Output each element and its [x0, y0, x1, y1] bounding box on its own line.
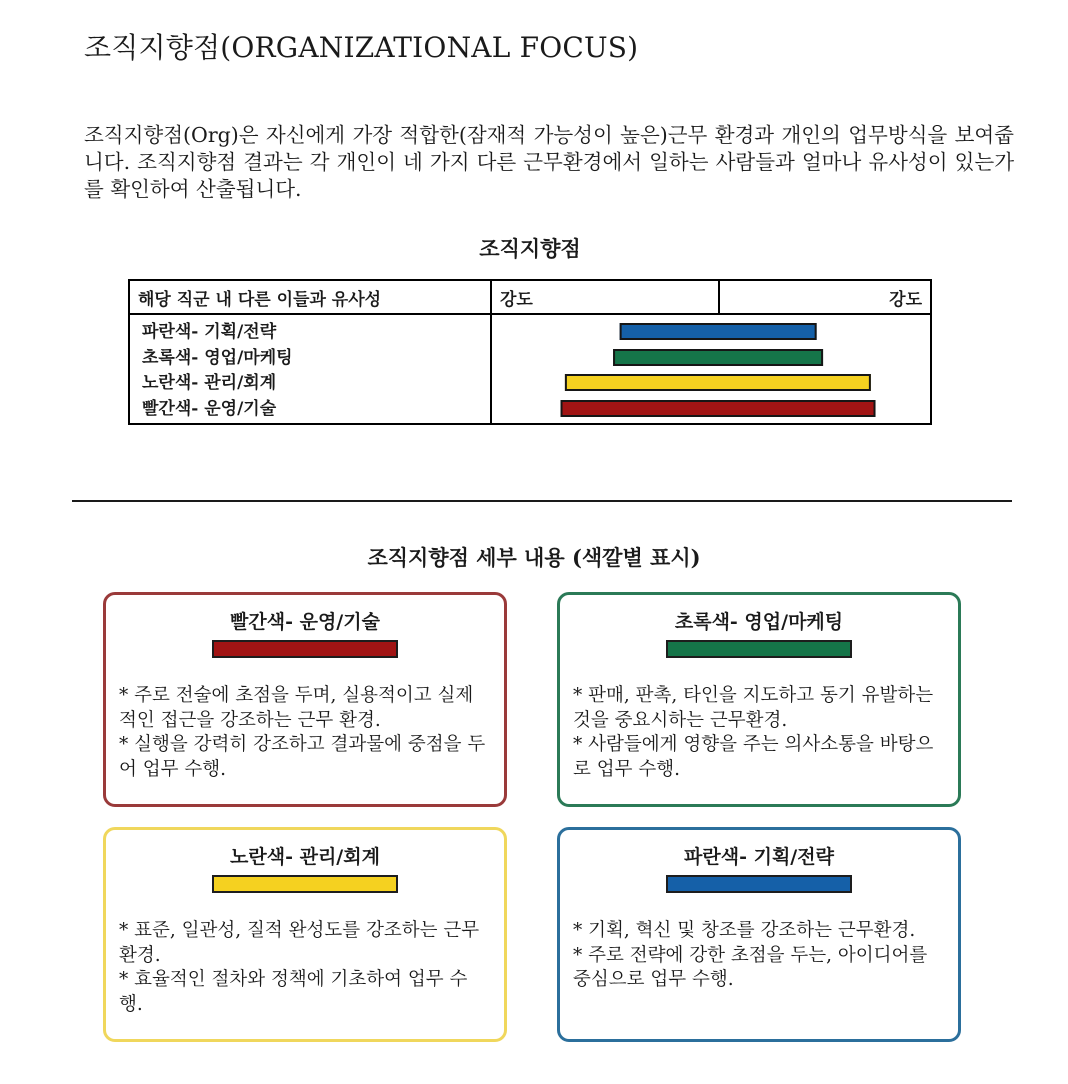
card-blue-planning — [557, 827, 961, 1042]
card-bullet: * 표준, 일관성, 질적 완성도를 강조하는 근무환경. — [119, 920, 480, 966]
card-bullet: * 효율적인 절차와 정책에 기초하여 업무 수행. — [119, 969, 468, 1015]
bar-chart-area — [492, 315, 930, 423]
card-bullet: * 주로 전술에 초점을 두며, 실용적이고 실제적인 접근을 강조하는 근무 환경. — [119, 685, 474, 731]
card-bullet: * 실행을 강력히 강조하고 결과물에 중점을 두어 업무 수행. — [119, 734, 486, 780]
detail-cards-grid — [103, 592, 1068, 1042]
card-body — [119, 919, 491, 1017]
card-bullet: * 판매, 판촉, 타인을 지도하고 동기 유발하는 것을 중요시하는 근무환경. — [573, 685, 934, 731]
strength-bar-green — [613, 349, 823, 366]
strength-bar-yellow — [565, 374, 871, 391]
card-body — [119, 684, 491, 782]
card-title: 파란색- 기획/전략 — [684, 846, 834, 868]
card-color-swatch — [212, 875, 398, 893]
card-bullet: * 사람들에게 영향을 주는 의사소통을 바탕으로 업무 수행. — [573, 734, 934, 780]
bar-label-column — [130, 315, 492, 423]
bar-row — [492, 346, 930, 372]
details-section-title: 조직지향점 세부 내용 (색깔별 표시) — [367, 545, 701, 570]
section-divider — [72, 500, 1012, 502]
card-title: 빨간색- 운영/기술 — [230, 611, 380, 633]
card-red-operations — [103, 592, 507, 807]
bar-row — [492, 320, 930, 346]
bar-row — [492, 371, 930, 397]
table-body-row — [130, 315, 930, 423]
strength-bar-red — [561, 400, 876, 417]
bar-label-red: 빨간색- 운영/기술 — [142, 398, 277, 419]
card-color-swatch — [212, 640, 398, 658]
card-yellow-admin — [103, 827, 507, 1042]
header-strength-left: 강도 — [492, 281, 720, 313]
card-green-sales — [557, 592, 961, 807]
bar-row — [492, 397, 930, 423]
card-title: 초록색- 영업/마케팅 — [674, 611, 844, 633]
card-bullet: * 주로 전략에 강한 초점을 두는, 아이디어를 중심으로 업무 수행. — [573, 944, 928, 990]
intro-paragraph: 조직지향점(Org)은 자신에게 가장 적합한(잠재적 가능성이 높은)근무 환경과 개인의 업무방식을 보여줍니다. 조직지향점 결과는 각 개인이 네 가지 다른 근무환경에서 일하는 사람들과 얼마나 유사성이 있는가를 확인하여 산출됩니다. — [84, 123, 1014, 201]
bar-label-green: 초록색- 영업/마케팅 — [142, 347, 293, 368]
table-header-row — [130, 281, 930, 315]
bar-label-yellow: 노란색- 관리/회계 — [142, 373, 277, 393]
card-color-swatch — [666, 640, 852, 658]
card-body — [573, 684, 945, 782]
card-title: 노란색- 관리/회계 — [230, 846, 380, 868]
card-color-swatch — [666, 875, 852, 893]
bar-label-blue: 파란색- 기획/전략 — [142, 322, 277, 342]
header-strength-right: 강도 — [889, 290, 922, 310]
card-body — [573, 919, 945, 993]
header-similarity: 해당 직군 내 다른 이들과 유사성 — [130, 281, 492, 313]
org-focus-table — [128, 279, 932, 425]
strength-bar-blue — [620, 323, 817, 340]
page-title: 조직지향점(ORGANIZATIONAL FOCUS) — [84, 31, 639, 64]
card-bullet: * 기획, 혁신 및 창조를 강조하는 근무환경. — [573, 920, 916, 941]
chart-title: 조직지향점 — [479, 236, 581, 261]
